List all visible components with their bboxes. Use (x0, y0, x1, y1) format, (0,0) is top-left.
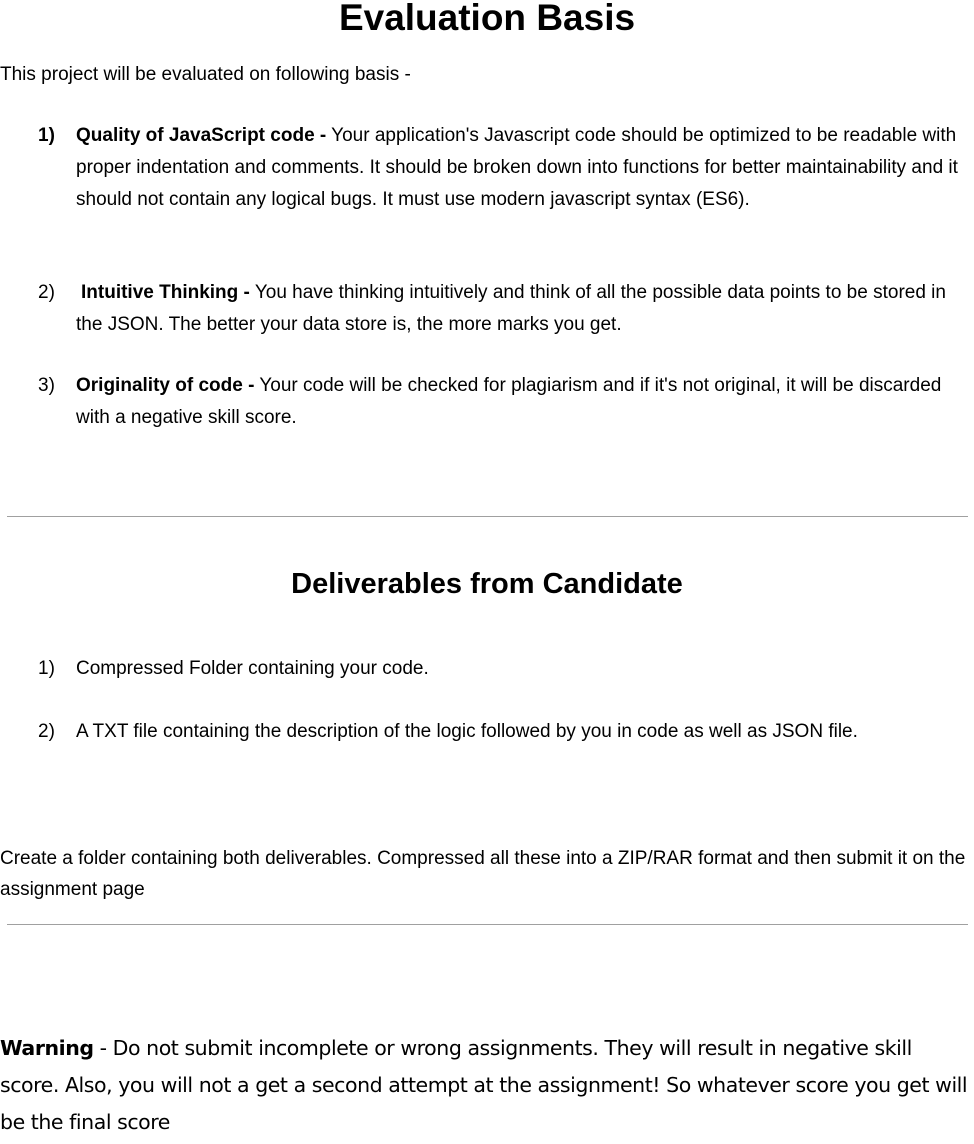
item-description: Your application's Javascript code should be optimized to be readable with proper indentation and comments. It should be broken down into functions for better maintainability and it should not contain any logical bugs. It must use modern javascript syntax (ES6). (76, 125, 958, 210)
evaluation-item-intuitive (0, 277, 974, 341)
page-title: Evaluation Basis (338, 0, 636, 38)
item-label: Intuitive Thinking - (81, 282, 250, 303)
deliverable-item-folder (0, 653, 974, 685)
item-text (76, 120, 974, 216)
deliverables-instructions: Create a folder containing both deliverables. Compressed all these into a ZIP/RAR format and then submit it on the assignment page (0, 848, 966, 900)
item-text (76, 370, 956, 434)
deliverables-title: Deliverables from Candidate (291, 568, 683, 600)
item-number: 2) (38, 721, 55, 742)
evaluation-item-originality (0, 370, 974, 434)
item-label: Quality of JavaScript code - (76, 125, 327, 146)
warning-text: - Do not submit incomplete or wrong assignments. They will result in negative skill score. Also, you will not a get a second attempt at the assignment! So whatever score you get will be the final score (0, 1036, 968, 1134)
item-text: A TXT file containing the description of the logic followed by you in code as well as JSON file. (76, 721, 858, 742)
item-description: Your code will be checked for plagiarism and if it's not original, it will be discarded with a negative skill score. (76, 375, 942, 428)
item-label: Originality of code - (76, 375, 255, 396)
section-divider (7, 924, 968, 925)
item-number: 2) (38, 282, 55, 303)
deliverable-item-txt (0, 716, 974, 748)
warning-label: Warning (0, 1036, 94, 1060)
item-text (76, 277, 974, 341)
item-description: You have thinking intuitively and think of all the possible data points to be stored in the JSON. The better your data store is, the more marks you get. (76, 282, 946, 335)
item-number: 3) (38, 375, 55, 396)
evaluation-item-quality (0, 120, 974, 216)
item-number: 1) (38, 125, 55, 146)
warning-note (0, 1030, 974, 1141)
item-number: 1) (38, 658, 55, 679)
section-divider (7, 516, 968, 517)
evaluation-intro: This project will be evaluated on following basis - (0, 64, 411, 85)
item-text: Compressed Folder containing your code. (76, 658, 429, 679)
